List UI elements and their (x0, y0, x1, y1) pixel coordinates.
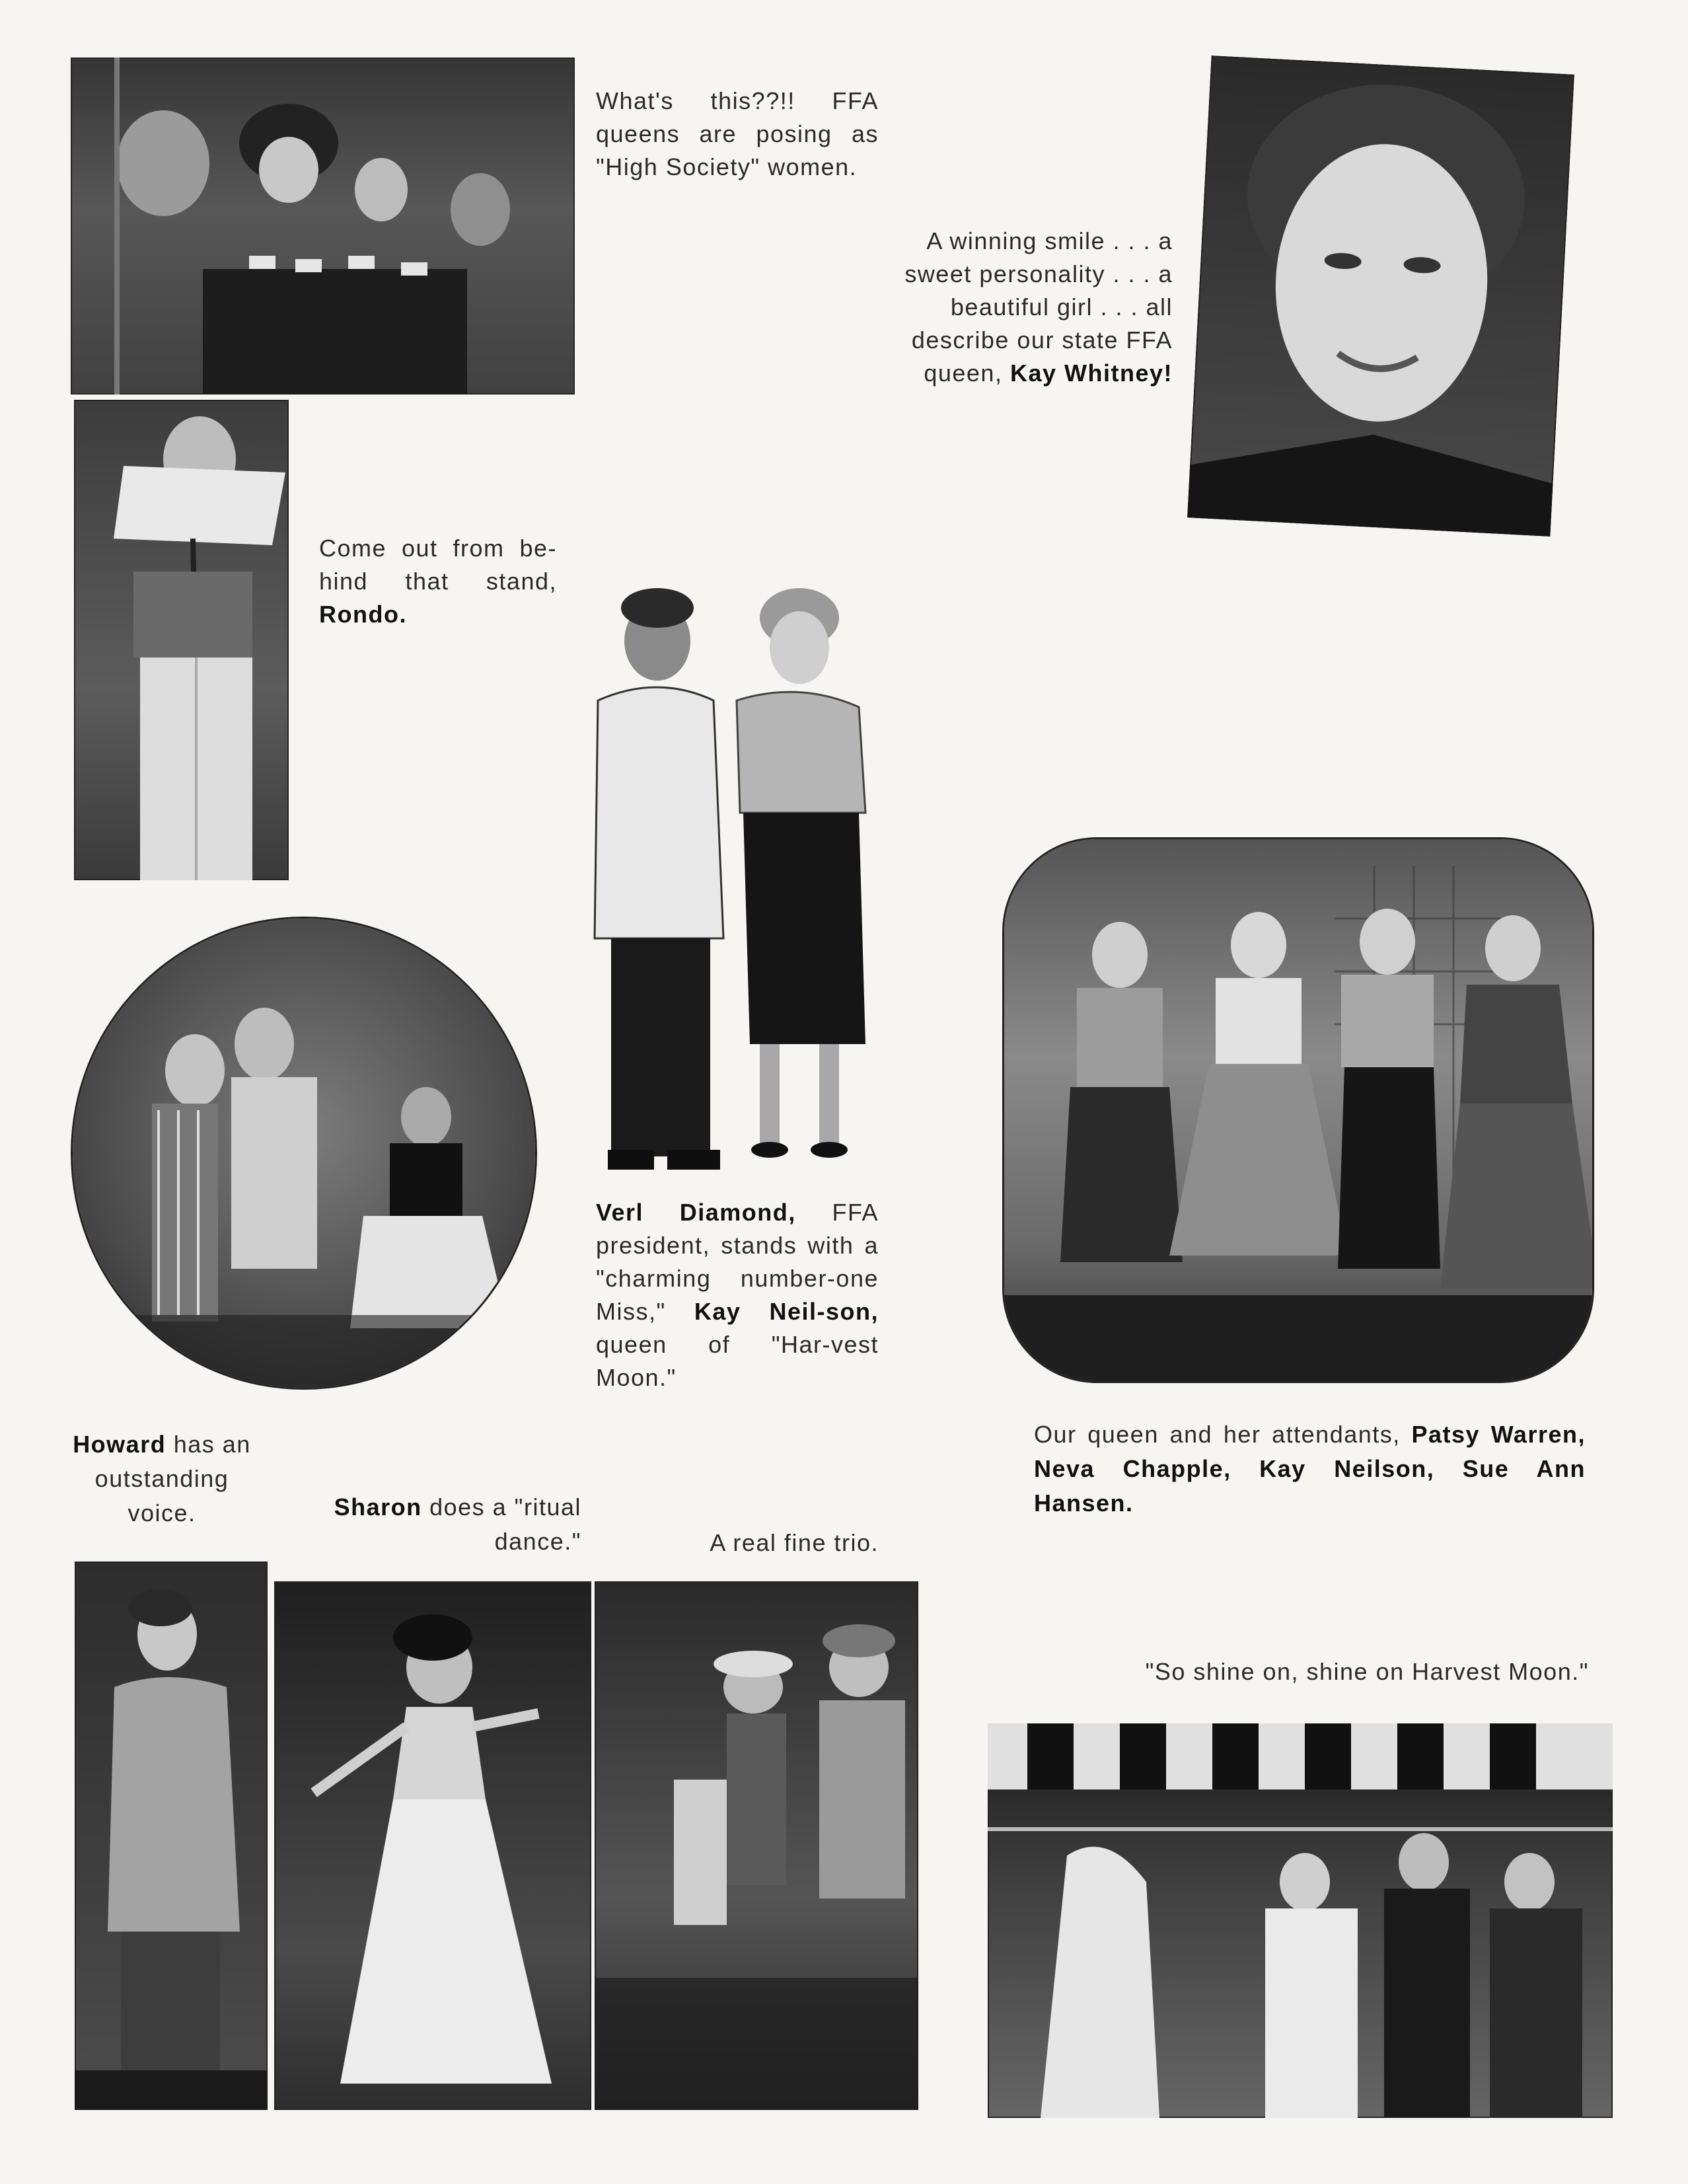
caption-verl-mid: FFA president, stands with a "charming number-one Miss," (596, 1199, 879, 1325)
caption-rondo-text: Come out from be-hind that stand, (319, 535, 557, 595)
photo-kay-whitney (1187, 56, 1574, 537)
caption-rondo (319, 532, 557, 631)
caption-verl-post: queen of "Har-vest Moon." (596, 1331, 879, 1391)
caption-kay-whitney (872, 225, 1173, 390)
caption-trio (621, 1526, 879, 1560)
photo-queen-attendants (1004, 839, 1592, 1381)
caption-verl-name: Verl Diamond, (596, 1199, 796, 1226)
photo-trio (595, 1581, 918, 2110)
caption-sharon (294, 1490, 581, 1559)
caption-sharon-name: Sharon (334, 1493, 422, 1521)
photo-verl-kay (581, 568, 872, 1183)
caption-howard (73, 1427, 251, 1530)
photo-sharon (274, 1581, 591, 2110)
photo-rondo (74, 400, 289, 880)
photo-harvest-moon-dance (988, 1723, 1613, 2118)
caption-attendants (1034, 1417, 1586, 1521)
caption-verl (596, 1196, 879, 1394)
caption-sharon-text: does a "ritual dance." (422, 1493, 581, 1555)
caption-high-society (596, 85, 879, 184)
caption-high-society-text: What's this??!! FFA queens are posing as "High Society" women. (596, 87, 879, 180)
caption-kay-whitney-name: Kay Whitney! (1009, 359, 1173, 387)
caption-trio-text: A real fine trio. (710, 1529, 879, 1556)
photo-dancing-circle (73, 919, 535, 1388)
caption-harvest-moon-text: "So shine on, shine on Harvest Moon." (1145, 1658, 1589, 1685)
caption-kay-whitney-text: A winning smile . . . a sweet personality . . . a beautiful girl . . . all describe our state FFA queen, (904, 227, 1173, 387)
caption-attendants-text: Our queen and her attendants, (1034, 1421, 1412, 1448)
caption-howard-name: Howard (73, 1431, 166, 1458)
caption-rondo-name: Rondo. (319, 601, 407, 628)
photo-howard (75, 1562, 268, 2110)
caption-attendants-names: Patsy Warren, Neva Chapple, Kay Neilson, Sue Ann Hansen. (1034, 1421, 1586, 1517)
caption-harvest-moon (1004, 1655, 1589, 1688)
photo-high-society (71, 57, 575, 395)
caption-howard-text: has an outstanding voice. (94, 1431, 251, 1526)
caption-verl-queen-name: Kay Neil-son, (694, 1298, 879, 1325)
